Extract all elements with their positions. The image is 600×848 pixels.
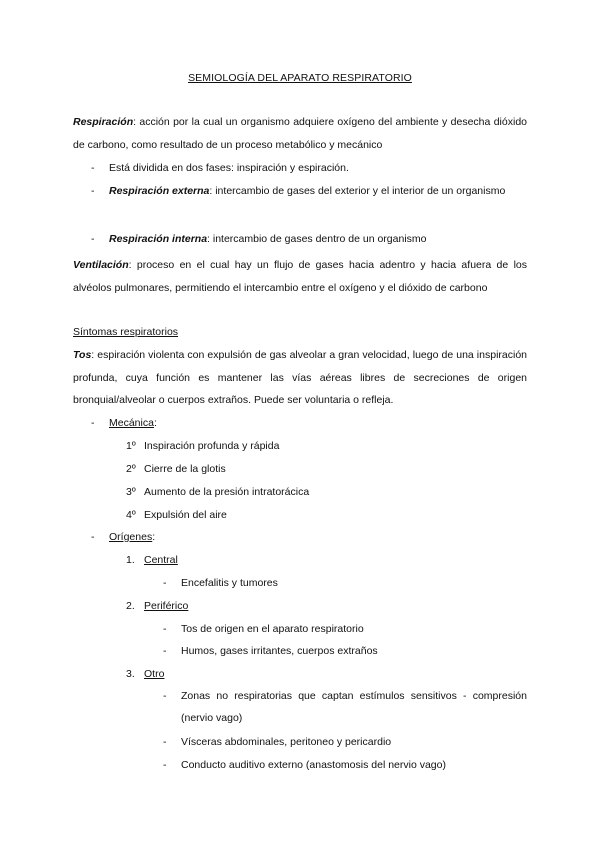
tos-definition <box>73 344 527 412</box>
respiracion-term: Respiración <box>73 116 134 128</box>
mecanica-step: 3º Aumento de la presión intratorácica <box>126 486 310 498</box>
bullet-term: Respiración externa <box>109 185 210 197</box>
mecanica-label: Mecánica <box>109 417 154 429</box>
mecanica-step: 2º Cierre de la glotis <box>126 463 226 475</box>
bullet-text: : intercambio de gases dentro de un organismo <box>207 233 427 245</box>
section-heading: Síntomas respiratorios <box>73 326 179 338</box>
origen-label: Periférico <box>144 600 189 612</box>
list-item: - Humos, gases irritantes, cuerpos extraños <box>163 641 378 661</box>
respiracion-definition <box>73 111 527 156</box>
bullet-text: : intercambio de gases del exterior y el interior de un organismo <box>209 185 506 197</box>
origen-label: Otro <box>144 668 165 680</box>
dash-bullet: - <box>163 577 167 589</box>
origenes-label: Orígenes <box>109 531 153 543</box>
mecanica-step: 1º Inspiración profunda y rápida <box>126 440 280 452</box>
bullet-term: Respiración interna <box>109 233 208 245</box>
list-item <box>91 157 527 181</box>
list-item: - Encefalitis y tumores <box>163 573 278 593</box>
origen-item: 2. Periférico <box>126 600 189 612</box>
list-item <box>91 228 527 252</box>
dash-bullet: - <box>91 185 95 197</box>
tos-term: Tos <box>73 349 92 361</box>
origen-label: Central <box>144 554 178 566</box>
ventilacion-text: : proceso en el cual hay un flujo de gases hacia adentro y hacia afuera de los alvéolos pulmonares, permitiendo el intercambio entre el oxígeno y el dióxido de carbono <box>73 259 527 294</box>
list-item: - Conducto auditivo externo (anastomosis del nervio vago) <box>163 755 446 775</box>
dash-bullet: - <box>163 736 167 748</box>
dash-bullet: - <box>91 531 95 543</box>
list-item: - Tos de origen en el aparato respiratorio <box>163 619 364 639</box>
list-item: - Mecánica: <box>91 413 157 433</box>
dash-bullet: - <box>91 233 95 245</box>
bullet-text: Está dividida en dos fases: inspiración y espiración. <box>109 162 349 174</box>
dash-bullet: - <box>163 623 167 635</box>
ventilacion-definition <box>73 254 527 299</box>
dash-bullet: - <box>91 162 95 174</box>
page-title: SEMIOLOGÍA DEL APARATO RESPIRATORIO <box>188 72 412 84</box>
dash-bullet: - <box>163 645 167 657</box>
origen-item: 1. Central <box>126 554 178 566</box>
dash-bullet: - <box>163 690 167 702</box>
list-item: - Vísceras abdominales, peritoneo y pericardio <box>163 732 391 752</box>
respiracion-text: : acción por la cual un organismo adquiere oxígeno del ambiente y desecha dióxido de carbono, como resultado de un proceso metabólico y mecánico <box>73 116 527 151</box>
ventilacion-term: Ventilación <box>73 259 129 271</box>
origen-item: 3. Otro <box>126 668 165 680</box>
list-item <box>91 180 527 204</box>
dash-bullet: - <box>163 759 167 771</box>
tos-text: : espiración violenta con expulsión de gas alveolar a gran velocidad, luego de una inspiración profunda, cuya función es mantener las vías aéreas libres de secreciones de origen bronquial/alveolar o cuerpos extraños. Puede ser voluntaria o refleja. <box>73 349 527 406</box>
mecanica-step: 4º Expulsión del aire <box>126 509 227 521</box>
dash-bullet: - <box>91 417 95 429</box>
list-item: - Zonas no respiratorias que captan estímulos sensitivos - compresión (nervio vago) <box>163 685 527 729</box>
list-item: - Orígenes: <box>91 527 155 547</box>
